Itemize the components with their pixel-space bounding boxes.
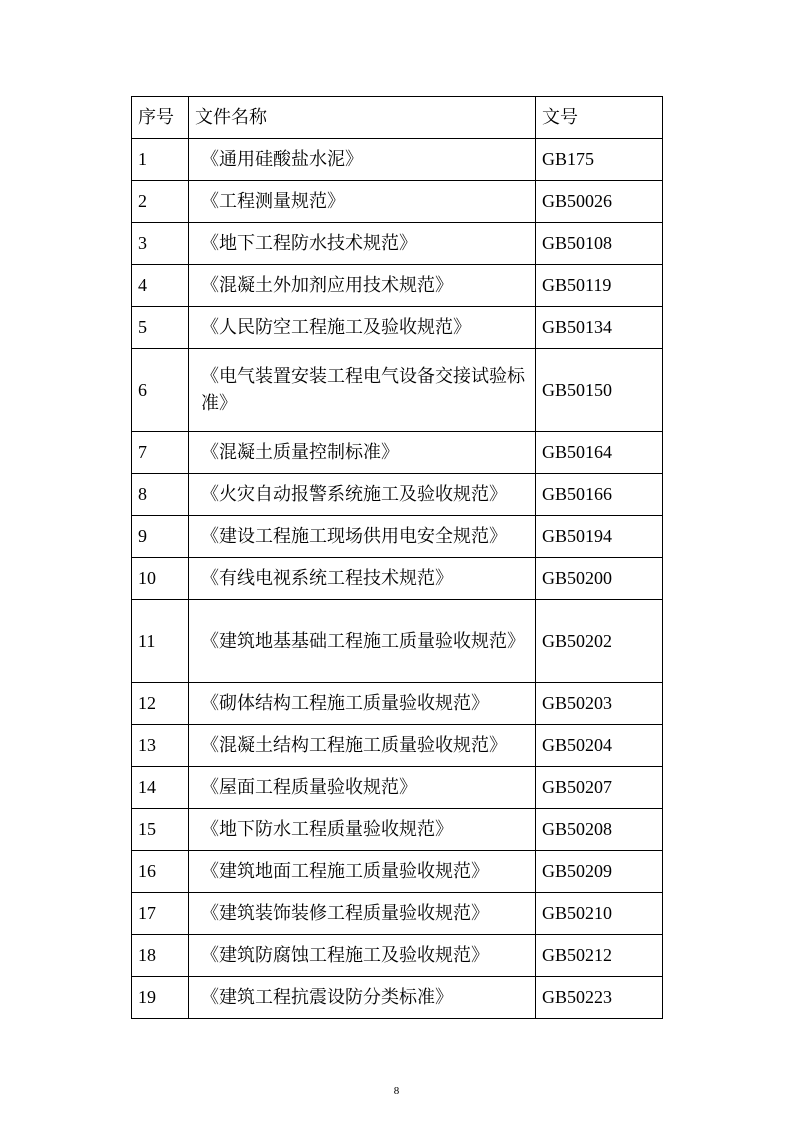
row-code: GB175 xyxy=(536,139,663,181)
row-code: GB50164 xyxy=(536,432,663,474)
table-row xyxy=(132,935,663,977)
table-row xyxy=(132,474,663,516)
table-row xyxy=(132,265,663,307)
row-code: GB50150 xyxy=(536,349,663,432)
table-row xyxy=(132,558,663,600)
row-code: GB50207 xyxy=(536,767,663,809)
table-row xyxy=(132,139,663,181)
table-row xyxy=(132,893,663,935)
table-row xyxy=(132,307,663,349)
row-code: GB50194 xyxy=(536,516,663,558)
row-no: 15 xyxy=(132,809,189,851)
row-no: 3 xyxy=(132,223,189,265)
table-row xyxy=(132,432,663,474)
row-no: 14 xyxy=(132,767,189,809)
row-code: GB50208 xyxy=(536,809,663,851)
row-name: 《建筑装饰装修工程质量验收规范》 xyxy=(189,893,536,935)
row-name: 《混凝土结构工程施工质量验收规范》 xyxy=(189,725,536,767)
row-code: GB50209 xyxy=(536,851,663,893)
row-no: 13 xyxy=(132,725,189,767)
row-no: 6 xyxy=(132,349,189,432)
row-no: 18 xyxy=(132,935,189,977)
table-row xyxy=(132,600,663,683)
row-name: 《混凝土质量控制标准》 xyxy=(189,432,536,474)
row-code: GB50166 xyxy=(536,474,663,516)
row-no: 17 xyxy=(132,893,189,935)
table-row xyxy=(132,725,663,767)
row-name: 《建筑地面工程施工质量验收规范》 xyxy=(189,851,536,893)
row-name: 《火灾自动报警系统施工及验收规范》 xyxy=(189,474,536,516)
row-no: 4 xyxy=(132,265,189,307)
page-number: 8 xyxy=(393,1085,400,1097)
header-name: 文件名称 xyxy=(189,97,536,139)
row-name: 《工程测量规范》 xyxy=(189,181,536,223)
row-code: GB50223 xyxy=(536,977,663,1019)
row-name: 《地下防水工程质量验收规范》 xyxy=(189,809,536,851)
table-row xyxy=(132,349,663,432)
row-no: 7 xyxy=(132,432,189,474)
row-name: 《建筑防腐蚀工程施工及验收规范》 xyxy=(189,935,536,977)
row-code: GB50134 xyxy=(536,307,663,349)
row-name: 《电气装置安装工程电气设备交接试验标准》 xyxy=(189,349,536,432)
row-no: 19 xyxy=(132,977,189,1019)
row-no: 16 xyxy=(132,851,189,893)
table-header-row xyxy=(132,97,663,139)
row-name: 《建筑工程抗震设防分类标准》 xyxy=(189,977,536,1019)
row-code: GB50202 xyxy=(536,600,663,683)
standards-table xyxy=(131,96,663,1019)
row-code: GB50204 xyxy=(536,725,663,767)
row-code: GB50210 xyxy=(536,893,663,935)
header-code: 文号 xyxy=(536,97,663,139)
row-name: 《通用硅酸盐水泥》 xyxy=(189,139,536,181)
row-no: 5 xyxy=(132,307,189,349)
row-code: GB50108 xyxy=(536,223,663,265)
row-no: 12 xyxy=(132,683,189,725)
row-no: 10 xyxy=(132,558,189,600)
table-row xyxy=(132,977,663,1019)
row-no: 2 xyxy=(132,181,189,223)
row-name: 《砌体结构工程施工质量验收规范》 xyxy=(189,683,536,725)
row-name: 《建筑地基基础工程施工质量验收规范》 xyxy=(189,600,536,683)
row-code: GB50119 xyxy=(536,265,663,307)
table-row xyxy=(132,181,663,223)
table-row xyxy=(132,683,663,725)
table-row xyxy=(132,516,663,558)
row-no: 1 xyxy=(132,139,189,181)
row-code: GB50026 xyxy=(536,181,663,223)
row-name: 《有线电视系统工程技术规范》 xyxy=(189,558,536,600)
row-code: GB50203 xyxy=(536,683,663,725)
row-name: 《人民防空工程施工及验收规范》 xyxy=(189,307,536,349)
row-name: 《混凝土外加剂应用技术规范》 xyxy=(189,265,536,307)
row-no: 11 xyxy=(132,600,189,683)
row-name: 《地下工程防水技术规范》 xyxy=(189,223,536,265)
row-code: GB50212 xyxy=(536,935,663,977)
row-name: 《屋面工程质量验收规范》 xyxy=(189,767,536,809)
row-no: 9 xyxy=(132,516,189,558)
row-no: 8 xyxy=(132,474,189,516)
table-row xyxy=(132,767,663,809)
table-row xyxy=(132,809,663,851)
table-row xyxy=(132,223,663,265)
header-no: 序号 xyxy=(132,97,189,139)
row-code: GB50200 xyxy=(536,558,663,600)
row-name: 《建设工程施工现场供用电安全规范》 xyxy=(189,516,536,558)
table-row xyxy=(132,851,663,893)
